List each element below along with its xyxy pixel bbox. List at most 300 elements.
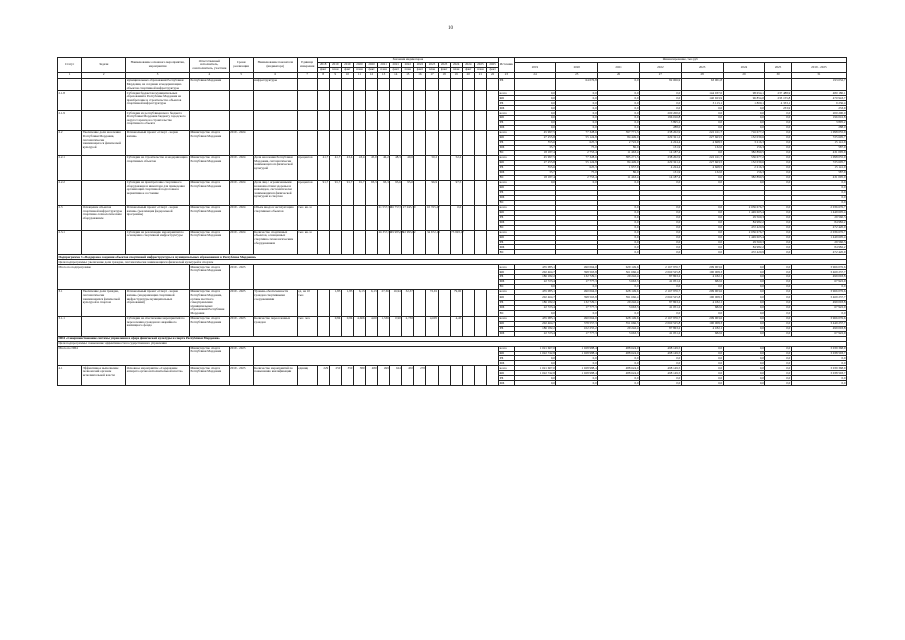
row-executor: Республики Мордовия: [190, 79, 230, 91]
column-number: 27: [639, 72, 681, 78]
row-funding-value: 35,7: [514, 170, 556, 175]
row-measure-name: Региональный проект «Спорт - норма жизни» (реализация федеральной программы): [126, 205, 190, 230]
row-funding-value: 0,0: [639, 240, 681, 245]
column-number: 31: [791, 72, 846, 78]
row-indicator-value: [341, 111, 353, 131]
row-funding-value: 0,0: [765, 126, 791, 131]
column-number: 4: [190, 72, 230, 78]
subprogram-title: Подпрограмма 3 «Поддержка создания объектов спортивной инфраструктуры в муниципальных образованиях в Республике Мордовия»: [58, 255, 847, 260]
row-indicator-value: [390, 111, 402, 131]
row-funding-value: 0,0: [681, 175, 723, 180]
total-funding-value: 3 663,3: [598, 280, 640, 285]
row-indicator-value: [317, 111, 329, 131]
row-indicator-value: 0,84: [329, 316, 341, 336]
row-funding-value: 0,0: [765, 161, 791, 166]
total-funding-value: 132 729,1: [556, 275, 598, 280]
row-indicator-value: [438, 131, 450, 156]
header-status: Статус: [58, 58, 82, 73]
row-funding-value: 625,3: [556, 141, 598, 146]
row-indicator-value: 93,3: [378, 180, 390, 205]
row-funding-value: 0,0: [598, 311, 640, 316]
row-funding-value: 1 449 605,4: [791, 235, 846, 240]
row-funding-value: 0,0: [791, 311, 846, 316]
row-indicator-value: [329, 205, 341, 230]
row-funding-value: 472 420,9: [723, 225, 765, 230]
total-funding-value: 0,0: [723, 346, 765, 351]
row-indicator-value: [438, 91, 450, 111]
row-funding-value: 202 464,7: [514, 321, 556, 326]
row-indicator-value: 50,2: [426, 156, 438, 181]
row-funding-value: 1 028 988,4: [556, 371, 598, 376]
row-indicator-value: [450, 366, 462, 386]
row-funding-value: 237 488,9: [765, 91, 791, 96]
row-funding-value: 238 202,9: [639, 156, 681, 161]
row-indicator: Количество спортивных объектов, оснащенных спортивно-технологическим оборудованием: [253, 230, 297, 255]
row-funding-value: 132,0: [681, 146, 723, 151]
row-unit: ед. на 10 тыс.: [297, 290, 317, 317]
total-funding-source: ВС: [499, 285, 514, 290]
total-funding-value: 0,0: [765, 270, 791, 275]
row-funding-value: 3 039 368,9: [791, 366, 846, 371]
total-funding-value: 67 922,9: [791, 280, 846, 285]
row-indicator-value: [365, 91, 377, 111]
row-funding-value: 222 161,7: [681, 156, 723, 161]
row-funding-value: 0,0: [681, 381, 723, 386]
row-funding-value: 27 255,8: [514, 161, 556, 166]
row-indicator-value: [474, 91, 486, 111]
row-funding-value: 625,3: [556, 165, 598, 170]
total-funding-value: 490 064,0: [556, 265, 598, 270]
total-funding-value: 0,0: [681, 361, 723, 366]
total-label: Итого по ПП4: [58, 346, 190, 366]
row-indicator-value: [474, 366, 486, 386]
row-indicator-value: 91,7: [317, 180, 329, 205]
total-funding-value: 1 028 988,4: [556, 346, 598, 351]
row-funding-value: 0,0: [765, 311, 791, 316]
row-unit: [297, 111, 317, 131]
row-indicator-value: 10 765,27: [426, 205, 438, 230]
table-body: [58, 79, 847, 386]
row-funding-value: 536 677,2: [723, 156, 765, 161]
row-funding-source: ВС: [499, 151, 514, 156]
total-funding-value: 0,0: [639, 285, 681, 290]
header-indicator-values: Значения индикаторов: [317, 58, 499, 63]
row-funding-value: 3 216,3: [723, 141, 765, 146]
header-period: Сроки реализации: [229, 58, 253, 73]
total-funding-value: 0,0: [791, 285, 846, 290]
row-indicator: [253, 91, 297, 111]
row-indicator-value: 72,91: [426, 290, 438, 317]
row-funding-value: 0,0: [639, 220, 681, 225]
row-funding-value: 0,0: [723, 321, 765, 326]
row-funding-value: 0,0: [765, 215, 791, 220]
row-funding-value: 0,0: [723, 311, 765, 316]
row-funding-value: 229 321,2: [639, 161, 681, 166]
row-funding-value: 0,0: [639, 210, 681, 215]
row-funding-value: 67 922,9: [791, 331, 846, 336]
row-unit: тыс. чел.: [297, 316, 317, 336]
total-funding-value: 0,0: [598, 361, 640, 366]
row-measure-name: Субсидия бюджетам муниципальных образований в Республике Мордовия на приобретение и строительство объектов спортивной инфраструктуры: [126, 91, 190, 111]
row-funding-value: 82 006,9: [639, 79, 681, 91]
row-funding-value: 555,6: [514, 165, 556, 170]
row-funding-source: всего: [499, 230, 514, 235]
row-indicator-value: [474, 111, 486, 131]
row-funding-value: 628 149,6: [598, 290, 640, 295]
row-funding-value: 29 242,4: [598, 326, 640, 331]
row-funding-value: 435 085,1: [514, 316, 556, 321]
row-funding-value: 64 076,8: [556, 79, 598, 91]
row-funding-value: 0,0: [765, 141, 791, 146]
row-funding-value: 0,0: [556, 376, 598, 381]
row-indicator: Уровень обеспеченности граждан спортивными сооружениями: [253, 290, 297, 317]
row-task: [82, 91, 126, 111]
row-funding-value: 1 449 605,4: [791, 210, 846, 215]
row-funding-value: 84 449,0: [598, 161, 640, 166]
column-number: 18: [438, 72, 450, 78]
row-funding-source: МБ: [499, 195, 514, 200]
row-indicator-value: 2,730: [402, 316, 414, 336]
column-number: 5: [229, 72, 253, 78]
total-funding-value: 1 022 742,8: [514, 351, 556, 356]
row-indicator: [253, 111, 297, 131]
total-funding-source: всего: [499, 346, 514, 351]
header-indicator-subcol: факт: [438, 67, 450, 72]
row-funding-value: 0,0: [556, 381, 598, 386]
row-funding-source: МБ: [499, 306, 514, 311]
row-indicator-value: [365, 205, 377, 230]
row-indicator-value: 1,83: [341, 290, 353, 317]
row-indicator-value: [486, 316, 498, 336]
row-funding-value: 77 328,6: [556, 131, 598, 136]
page-number: 10: [448, 26, 453, 31]
row-measure-name: Региональный проект «Спорт - норма жизни» (модернизация спортивной инфраструктуры муниципальных образований): [126, 290, 190, 317]
row-funding-value: [765, 79, 791, 91]
column-number: 22: [486, 72, 498, 78]
row-indicator-value: [450, 111, 462, 131]
row-task: [82, 230, 126, 255]
row-funding-value: 0,0: [723, 366, 765, 371]
row-indicator-value: [462, 290, 474, 317]
row-indicator-value: [329, 91, 341, 111]
header-source: Источник: [499, 58, 514, 73]
row-funding-source: МБ: [499, 381, 514, 386]
row-funding-value: 0,0: [514, 180, 556, 185]
row-status: 2.3: [58, 205, 82, 230]
row-funding-source: РБ: [499, 300, 514, 305]
row-executor: Министерство спорта Республики Мордовия: [190, 316, 230, 336]
total-funding-value: 0,0: [723, 285, 765, 290]
total-funding-value: 0,0: [681, 351, 723, 356]
total-funding-value: 561 666,4: [598, 270, 640, 275]
row-funding-value: 0,0: [723, 295, 765, 300]
row-unit: [297, 131, 317, 156]
row-funding-value: 2 036 676,7: [791, 230, 846, 235]
row-indicator-value: [474, 131, 486, 156]
row-funding-value: 14 187,4: [639, 175, 681, 180]
header-funding-year: 2020: [556, 62, 598, 72]
header-indicator-year: 2021: [378, 62, 390, 67]
row-funding-value: 3 895,2: [791, 121, 846, 126]
column-number: 7: [297, 72, 317, 78]
row-funding-value: 0,0: [556, 106, 598, 111]
row-funding-value: 0,0: [765, 131, 791, 136]
row-indicator-value: [414, 290, 426, 317]
row-funding-value: 0,0: [514, 106, 556, 111]
total-funding-value: 1 021 607,0: [514, 346, 556, 351]
row-funding-value: 186 182,2: [514, 300, 556, 305]
row-funding-value: 0,0: [598, 240, 640, 245]
row-funding-value: 0,0: [765, 220, 791, 225]
row-funding-value: [723, 79, 765, 91]
total-funding-value: 202 464,7: [514, 270, 556, 275]
row-funding-value: 29 560,3: [791, 215, 846, 220]
row-funding-source: ФБ: [499, 295, 514, 300]
row-indicator-value: 4,60: [365, 316, 377, 336]
row-indicator-value: [365, 131, 377, 156]
row-funding-source: РБ: [499, 101, 514, 106]
total-funding-value: 0,0: [681, 346, 723, 351]
header-indicator-year: 2025: [486, 62, 498, 67]
row-funding-value: 472 420,9: [723, 250, 765, 255]
row-funding-value: 11 463,4: [598, 175, 640, 180]
row-indicator-value: [414, 131, 426, 156]
row-funding-value: 725 605,7: [791, 161, 846, 166]
row-indicator-value: [317, 205, 329, 230]
total-funding-value: 398 563,8: [556, 270, 598, 275]
column-number: 23: [499, 72, 514, 78]
row-status: 4.1: [58, 366, 82, 386]
row-indicator-value: [353, 131, 365, 156]
row-task: Эффективное выполнение полномочий органом исполнительной власти: [82, 366, 126, 386]
row-funding-value: 4 333,1: [765, 101, 791, 106]
total-funding-source: всего: [499, 265, 514, 270]
row-funding-value: 0,0: [598, 121, 640, 126]
row-funding-value: [514, 79, 556, 91]
row-funding-value: 222 161,7: [681, 131, 723, 136]
row-funding-value: 0,0: [598, 381, 640, 386]
row-indicator-value: 32,37: [402, 290, 414, 317]
column-number: 26: [598, 72, 640, 78]
row-funding-value: 4 668,5: [681, 165, 723, 170]
row-funding-value: 0,0: [639, 205, 681, 210]
row-funding-value: 0,0: [639, 101, 681, 106]
row-funding-value: 196 016,8: [791, 116, 846, 121]
row-funding-value: 0,0: [556, 111, 598, 116]
row-indicator-value: [486, 79, 498, 91]
row-period: 2019 - 2025: [229, 316, 253, 336]
row-funding-value: 1 098 055,9: [791, 131, 846, 136]
row-funding-source: МБ: [499, 106, 514, 111]
row-indicator-value: [474, 290, 486, 317]
row-unit: процентов: [297, 156, 317, 181]
row-funding-value: 1 022 742,8: [514, 371, 556, 376]
row-funding-value: 0,0: [765, 180, 791, 185]
row-indicator-value: [329, 79, 341, 91]
row-status: 2.2: [58, 131, 82, 156]
row-funding-value: 0,0: [639, 250, 681, 255]
subprogram-goal: Цели подпрограммы: увеличение доли граждан, систематически занимающихся физической культурой и спортом: [58, 260, 847, 265]
row-indicator-value: [438, 180, 450, 205]
row-funding-value: 0,0: [514, 376, 556, 381]
row-indicator: Доля населения Республики Мордовия, систематически занимающегося физической культурой: [253, 156, 297, 181]
row-executor: Министерство спорта Республики Мордовия: [190, 366, 230, 386]
row-funding-value: 156,3: [723, 170, 765, 175]
row-funding-value: 55 124,8: [556, 136, 598, 141]
row-executor: Министерство спорта Республики Мордовия, органы местного самоуправления муниципальных образований Республики Мордовия: [190, 290, 230, 317]
row-indicator-value: 4,45: [450, 316, 462, 336]
total-funding-source: МБ: [499, 361, 514, 366]
row-funding-value: 132 729,1: [556, 300, 598, 305]
row-funding-value: 202 464,7: [514, 295, 556, 300]
row-funding-source: ВС: [499, 311, 514, 316]
row-indicator-value: [414, 156, 426, 181]
row-funding-value: 1 021 607,0: [514, 366, 556, 371]
row-funding-value: 86,0: [598, 146, 640, 151]
row-funding-value: 3 663,3: [598, 331, 640, 336]
row-indicator: Количество переселенных граждан: [253, 316, 297, 336]
row-indicator-value: [353, 111, 365, 131]
row-funding-value: 0,0: [765, 300, 791, 305]
row-status: 3.1.1: [58, 316, 82, 336]
row-funding-value: 45 997,5: [514, 131, 556, 136]
row-indicator-value: [365, 111, 377, 131]
row-funding-value: 0,0: [514, 91, 556, 96]
total-funding-value: 3 038 503,7: [791, 351, 846, 356]
row-funding-value: 4 224,4: [639, 141, 681, 146]
column-number: 16: [414, 72, 426, 78]
row-indicator-value: [462, 111, 474, 131]
row-funding-value: 86,0: [598, 170, 640, 175]
total-funding-value: 29 242,4: [598, 275, 640, 280]
row-funding-value: 0,0: [765, 175, 791, 180]
row-funding-value: 0,0: [514, 116, 556, 121]
row-indicator-value: [486, 205, 498, 230]
total-funding-value: 629 149,6: [598, 265, 640, 270]
row-funding-value: 0,0: [765, 210, 791, 215]
total-funding-value: 0,0: [723, 270, 765, 275]
row-funding-value: 488 624,0: [598, 371, 640, 376]
total-funding-value: 0,0: [556, 361, 598, 366]
row-indicator-value: 1,83: [329, 290, 341, 317]
total-funding-value: 190 008,3: [681, 270, 723, 275]
row-funding-value: 555,6: [514, 141, 556, 146]
row-funding-value: 628 149,6: [598, 316, 640, 321]
row-funding-value: 551 666,3: [598, 321, 640, 326]
row-funding-value: 0,0: [765, 331, 791, 336]
row-funding-value: 11 463,4: [598, 151, 640, 156]
row-unit: тыс. кв. м: [297, 230, 317, 255]
row-indicator-value: [450, 91, 462, 111]
row-indicator-value: [486, 111, 498, 131]
row-executor: Министерство спорта Республики Мордовия: [190, 180, 230, 205]
row-funding-value: 3 449 237,7: [791, 321, 846, 326]
row-indicator-value: [414, 316, 426, 336]
row-funding-value: 0,0: [598, 376, 640, 381]
row-funding-value: 0,0: [765, 235, 791, 240]
header-indicator-year: 2022: [402, 62, 414, 67]
row-funding-value: 0,0: [681, 230, 723, 235]
row-measure-name: Субсидии из республиканского бюджета Республики Мордовия бюджету городского округа Саранск на строительство спортивного объекта: [126, 111, 190, 131]
total-funding-value: 22 723,4: [514, 280, 556, 285]
row-funding-value: 96 854,0: [723, 96, 765, 101]
header-indicator-subcol: факт: [341, 67, 353, 72]
row-funding-value: 190 008,3: [681, 295, 723, 300]
row-funding-value: 2 167 976,7: [639, 290, 681, 295]
row-funding-value: 0,0: [514, 311, 556, 316]
row-executor: Министерство спорта Республики Мордовия: [190, 131, 230, 156]
row-funding-source: РБ: [499, 190, 514, 195]
row-funding-value: 431 095,9: [791, 175, 846, 180]
row-indicator-value: [486, 290, 498, 317]
row-funding-value: 0,0: [514, 126, 556, 131]
row-funding-value: 0,0: [639, 215, 681, 220]
row-indicator-value: [341, 79, 353, 91]
subprogram-goal: Цели подпрограммы: повышение эффективности государственного управления: [58, 341, 847, 346]
row-funding-value: 0,0: [681, 151, 723, 156]
row-funding-value: 27 255,8: [514, 136, 556, 141]
row-funding-value: 2 036 676,7: [723, 230, 765, 235]
row-funding-value: 3 895,2: [639, 121, 681, 126]
row-funding-value: 499 003,8: [791, 326, 846, 331]
row-funding-value: 0,0: [723, 381, 765, 386]
row-funding-value: 0,0: [723, 376, 765, 381]
row-funding-value: 0,0: [598, 96, 640, 101]
row-indicator-value: [414, 111, 426, 131]
row-funding-value: 1 028 988,4: [556, 366, 598, 371]
row-funding-value: 0,0: [639, 96, 681, 101]
row-funding-value: 84 982,2: [723, 220, 765, 225]
row-funding-value: 0,0: [681, 245, 723, 250]
total-funding-value: 488 624,0: [598, 346, 640, 351]
row-funding-value: 0,0: [681, 235, 723, 240]
total-funding-value: 0,0: [723, 356, 765, 361]
header-funding-year: 2022: [639, 62, 681, 72]
row-funding-source: РБ: [499, 165, 514, 170]
row-funding-source: ФБ: [499, 321, 514, 326]
row-funding-value: 0,0: [791, 195, 846, 200]
total-funding-value: 0,0: [765, 265, 791, 270]
row-funding-value: 0,0: [556, 311, 598, 316]
row-funding-value: 2 060 525,8: [639, 295, 681, 300]
column-number: 10: [341, 72, 353, 78]
row-funding-value: 397 771,3: [598, 131, 640, 136]
row-funding-value: 0,0: [765, 165, 791, 170]
row-funding-value: 22 723,4: [514, 331, 556, 336]
row-indicator-value: [317, 131, 329, 156]
row-indicator-value: [317, 316, 329, 336]
row-indicator-value: [353, 91, 365, 111]
total-funding-value: 0,0: [514, 285, 556, 290]
row-funding-value: 288,0: [791, 126, 846, 131]
row-funding-value: 0,0: [598, 79, 640, 91]
row-funding-value: 0,0: [723, 106, 765, 111]
row-funding-value: 0,0: [765, 225, 791, 230]
row-funding-value: 227 663,5: [681, 136, 723, 141]
row-period: [229, 111, 253, 131]
row-funding-source: ВС: [499, 200, 514, 205]
row-funding-value: 84 982,2: [791, 220, 846, 225]
row-indicator-value: [462, 205, 474, 230]
row-funding-value: 0,0: [556, 180, 598, 185]
total-funding-value: 186 182,2: [514, 275, 556, 280]
total-funding-value: 0,0: [723, 351, 765, 356]
total-empty: [253, 346, 498, 366]
column-number: 6: [253, 72, 297, 78]
total-funding-value: 0,0: [765, 280, 791, 285]
row-funding-value: 1 800,1: [723, 101, 765, 106]
total-funding-value: 17 777,3: [556, 280, 598, 285]
